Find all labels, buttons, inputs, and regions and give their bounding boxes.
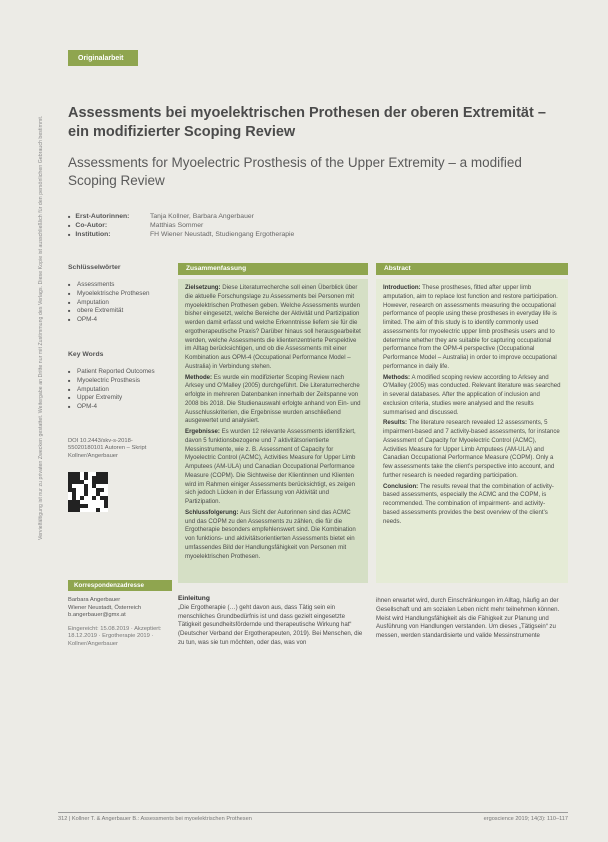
- qr-module: [80, 496, 84, 500]
- paragraph-head: Ergebnisse:: [185, 428, 220, 435]
- article-title-english: Assessments for Myoelectric Prosthesis of the Upper Extremity – a modified Scoping Review: [68, 155, 522, 188]
- abstract-paragraph: [383, 483, 561, 527]
- intro-column-right: [376, 597, 568, 807]
- correspondence-email[interactable]: b.angerbauer@gmx.at: [68, 612, 126, 618]
- qr-module: [104, 504, 108, 508]
- paragraph-head: Conclusion:: [383, 482, 419, 490]
- keyword-item: ■ Upper Extremity: [68, 394, 172, 403]
- abstract-german-box: [178, 279, 368, 583]
- intro-text: „Die Ergotherapie (…) geht davon aus, dass Tätig sein ein menschliches Grundbedürfnis ist und dass gezielt eingesetzte Tätigkeit gesundheitsfördernde und therapeutische Wirkung hat“ (Deutscher Verband der Ergotherapeuten, 2019). Bei Menschen, die zu tun, was sie tun möchten, oder das, was von: [178, 603, 363, 646]
- correspondence-name: Barbara Angerbauer: [68, 597, 121, 603]
- paragraph-text: Aus Sicht der Autorinnen sind das ACMC und das COPM zu den Assessments zu zählen, die für die Ergotherapie besonders empfehlenswert sind. Die Kombination von funktions- und aktivitätsorientierten Assessments bietet ein umfassendes Bild der Handlungsfähigkeit von Personen mit myoelektrischen Prothesen.: [185, 508, 356, 560]
- keywords-english-heading: Key Words: [68, 350, 104, 358]
- intro-column-left: [178, 595, 368, 805]
- abstract-paragraph: [383, 284, 561, 372]
- paragraph-text: Diese Literaturrecherche soll einen Überblick über die aktuelle Forschungslage zu Assessments bei Personen mit myoelektrischen Prothesen geben. Welche Assessments wurden bisher eingesetzt, welche Bereiche der Aktivität und Partizipation werden damit erfasst und welche Erkenntnisse liefern sie für die ergotherapeutische Praxis? Darüber hinaus soll herausgearbeitet werden, welche Assessments die klientenzentrierte Perspektive im Alltag berücksichtigen, und ob die Assessments mit einer Kombination aus OPM-4 (Occupational Performance Model – Australia) in Verbindung stehen.: [185, 284, 361, 370]
- keyword-item: ■ Amputation: [68, 299, 172, 308]
- footer-left: 312 | Kollner T. & Angerbauer B.: Assessments bei myoelektrischen Prothesen: [58, 816, 252, 822]
- keyword-item: ■ Myoelektrische Prothesen: [68, 290, 172, 299]
- qr-module: [96, 508, 100, 512]
- abstract-english-box: [376, 279, 568, 583]
- abstract-paragraph: [185, 509, 361, 562]
- keyword-item: ■ OPM-4: [68, 403, 172, 412]
- abstract-paragraph: [185, 284, 361, 372]
- article-title-german: Assessments bei myoelektrischen Prothesen der oberen Extremität – ein modifizierter Scoping Review: [68, 105, 546, 140]
- author-value: FH Wiener Neustadt, Studiengang Ergotherapie: [150, 231, 295, 238]
- correspondence-box: [68, 580, 172, 648]
- abstract-paragraph: [383, 419, 561, 480]
- keywords-german-list: [68, 281, 172, 325]
- paragraph-head: Introduction:: [383, 284, 421, 291]
- keyword-item: ■ Patient Reported Outcomes: [68, 368, 172, 377]
- intro-heading: Einleitung: [178, 595, 210, 602]
- paragraph-head: Zielsetzung:: [185, 284, 221, 291]
- keyword-item: ■ OPM-4: [68, 316, 172, 325]
- paragraph-head: Methods:: [383, 373, 411, 381]
- qr-module: [84, 492, 88, 496]
- copyright-side-note: Vervielfältigung ist nur zu privaten Zwecken gestattet. Weitergabe an Dritte nur mit Zustimmung des Verlags. Diese Kopie ist ausschließlich für den persönlichen Gebrauch bestimmt.: [38, 115, 44, 540]
- keyword-item: ■ obere Extremität: [68, 307, 172, 316]
- paragraph-head: Results:: [383, 419, 408, 427]
- keywords-german-heading: Schlüsselwörter: [68, 264, 121, 271]
- abstract-paragraph: [185, 374, 361, 427]
- paragraph-text: The literature research revealed 12 assessments, 5 impairment-based and 7 activity-based assessments, for instance Assessment of Capacity for Myoelectric Control (ACMC), Activities Measure for Upper Limb Amputees (AM-ULA) and Canadian Occupational Performance Measure (COPM). Only a few assessments take the client’s perspective into account, and further research is needed regarding participation.: [383, 419, 560, 479]
- paragraph-head: Schlussfolgerung:: [185, 508, 239, 516]
- keyword-item: ■ Myoelectric Prosthesis: [68, 377, 172, 386]
- paragraph-text: Es wurde ein modifizierter Scoping Review nach Arksey und O’Malley (2005) durchgeführt. Die Literaturrecherche erfolgte in mehreren Datenbanken innerhalb der Zeitspanne von 2008 bis 2018. Die Studienauswahl erfolgte anhand von Ein- und Ausschlusskriterien, die Ergebnisse wurden anschließend ausgewertet und analysiert.: [185, 373, 361, 425]
- qr-module: [92, 496, 96, 500]
- qr-module: [104, 480, 108, 484]
- author-label: ■ Co-Autor:: [68, 221, 150, 230]
- correspondence-header: Korrespondenzadresse: [68, 580, 172, 591]
- correspondence-meta: Eingereicht: 15.08.2019 · Akzeptiert: 18.12.2019 · Ergotherapie 2019 · Kollner/Angerbauer: [68, 625, 162, 647]
- qr-code-icon[interactable]: [68, 472, 108, 512]
- author-label: ■ Institution:: [68, 230, 150, 239]
- abstract-paragraph: [383, 374, 561, 418]
- qr-module: [76, 508, 80, 512]
- author-block: [68, 212, 294, 239]
- abstract-english-header: Abstract: [376, 263, 568, 275]
- doi-note: DOI 10.2443/skv-s-2018-55020180101 Autoren – Skript Kollner/Angerbauer: [68, 437, 147, 459]
- keyword-item: ■ Amputation: [68, 386, 172, 395]
- qr-module: [100, 488, 104, 492]
- qr-module: [84, 504, 88, 508]
- paragraph-head: Methode:: [185, 373, 213, 381]
- section-label: Originalarbeit: [68, 50, 138, 66]
- keyword-item: ■ Assessments: [68, 281, 172, 290]
- keywords-sidebar: [68, 264, 172, 512]
- author-row: [68, 212, 294, 221]
- keywords-english-list: [68, 368, 172, 412]
- paragraph-text: Es wurden 12 relevante Assessments identifiziert, davon 5 funktionsbezogene und 7 aktivitätsorientierte Messinstrumente, wie z. B. Assessment of Capacity for Myoelectric Control (ACMC), Activities Measure for Upper Limb Amputees (AM-ULA) und Canadian Occupational Performance Measure (COPM). Die Sichtweise der Klientinnen und Klienten wird im Rahmen einiger Assessments berücksichtigt, es zeigen sich jedoch Lücken in der Erfassung von Aktivität und Partizipation.: [185, 428, 356, 505]
- abstract-german: [178, 263, 368, 583]
- author-row: [68, 221, 294, 230]
- correspondence-address: Wiener Neustadt, Österreich: [68, 604, 142, 611]
- paragraph-text: These prostheses, fitted after upper limb amputation, aim to replace lost function and restore participation. However, research on assessments measuring the occupational performance of people using these prostheses in everyday life is limited. The aim of this study is to identify commonly used assessments for myoelectric upper limb prosthesis users and to determine whether they are suitable for capturing occupational performance from the OPM-4 perspective (Occupational Performance Model – Australia) in order to improve occupational performance in daily life.: [383, 284, 558, 370]
- qr-module: [84, 476, 88, 480]
- author-label: ■ Erst-Autorinnen:: [68, 212, 150, 221]
- author-value: Matthias Sommer: [150, 222, 204, 229]
- paragraph-text: A modified scoping review according to Arksey and O’Malley (2005) was conducted. Relevant literature was searched in several databases. After the application of inclusion and exclusion criteria, studies were analysed and the results summarised and discussed.: [383, 373, 561, 416]
- intro-text: ihnen erwartet wird, durch Einschränkungen im Alltag, häufig an der Gesellschaft und am sozialen Leben nicht mehr teilnehmen können. Meist wird Handlungsfähigkeit als die Fähigkeit zur Planung und Ausführung von Handlungen verstanden. Um dieses „Tätigsein“ zu messen, werden standardisierte und valide Messinstrumente: [376, 597, 560, 639]
- abstract-english: [376, 263, 568, 583]
- abstract-german-header: Zusammenfassung: [178, 263, 368, 275]
- paragraph-text: The results reveal that the combination of activity-based assessments, especially the ACMC and the COPM, is recommended. The combination of impairment- and activity-based assessments provides the best overview of the client’s needs.: [383, 482, 554, 525]
- abstract-paragraph: [185, 428, 361, 507]
- author-value: Tanja Kollner, Barbara Angerbauer: [150, 213, 254, 220]
- author-row: [68, 230, 294, 239]
- page-footer: [58, 812, 568, 822]
- footer-right: ergoscience 2019; 14(3): 110–117: [483, 816, 568, 822]
